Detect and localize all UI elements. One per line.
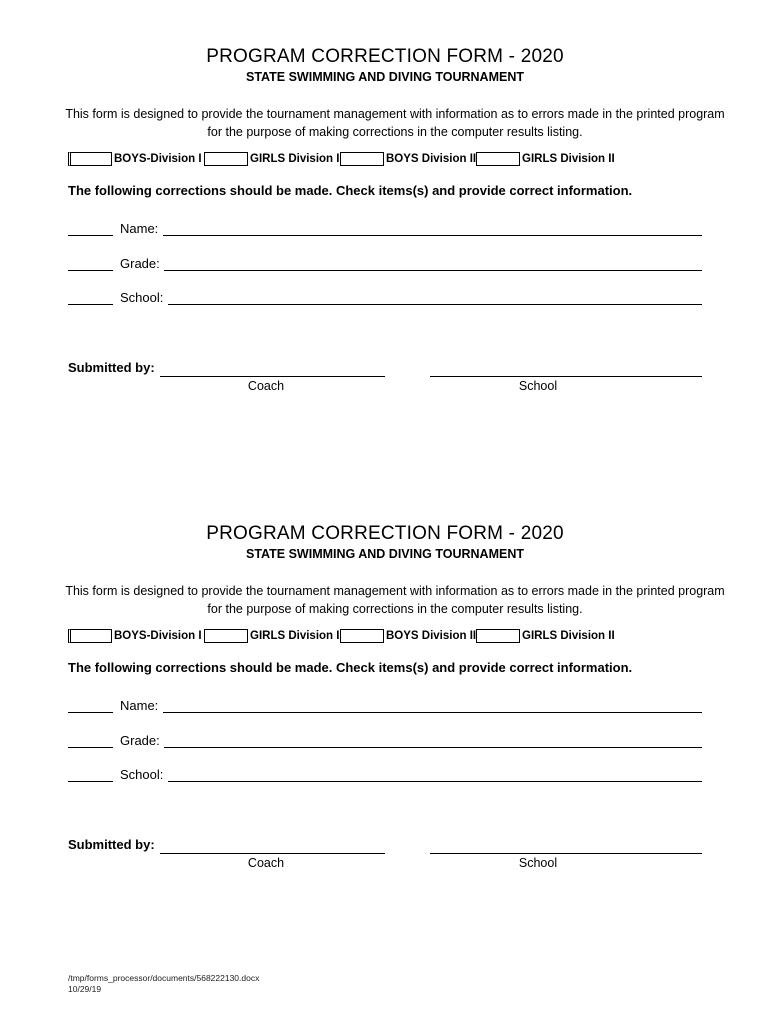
school-signature-line[interactable] bbox=[430, 853, 702, 854]
check-blank[interactable] bbox=[68, 235, 113, 236]
check-blank[interactable] bbox=[68, 712, 113, 713]
check-blank[interactable] bbox=[68, 304, 113, 305]
field-label: School: bbox=[120, 767, 164, 782]
description-line-2: for the purpose of making corrections in the computer results listing. bbox=[207, 125, 583, 139]
coach-signature-line[interactable] bbox=[160, 853, 385, 854]
checkbox[interactable] bbox=[68, 629, 112, 643]
form-title: PROGRAM CORRECTION FORM - 2020 bbox=[206, 46, 564, 67]
division-label: BOYS Division II bbox=[386, 630, 477, 642]
field-row-name bbox=[68, 697, 702, 715]
division-label: GIRLS Division I bbox=[250, 630, 340, 642]
name-input-line[interactable] bbox=[163, 235, 702, 236]
footer-file-path: /tmp/forms_processor/documents/568222130.docx bbox=[68, 973, 260, 983]
coach-caption: Coach bbox=[247, 856, 285, 870]
field-row-grade bbox=[68, 255, 702, 273]
form-description bbox=[60, 582, 730, 618]
school-caption: School bbox=[518, 379, 558, 393]
correction-form-1 bbox=[0, 40, 770, 440]
division-label: GIRLS Division II bbox=[522, 630, 615, 642]
field-label: Name: bbox=[120, 698, 159, 713]
description-line-2: for the purpose of making corrections in the computer results listing. bbox=[207, 602, 583, 616]
division-option-boys-div2[interactable] bbox=[340, 629, 476, 643]
field-label: Grade: bbox=[120, 733, 160, 748]
division-label: BOYS-Division I bbox=[114, 630, 202, 642]
division-label: GIRLS Division I bbox=[250, 153, 340, 165]
name-input-line[interactable] bbox=[163, 712, 702, 713]
instruction-text: The following corrections should be made. Check items(s) and provide correct information. bbox=[68, 183, 633, 198]
school-caption: School bbox=[518, 856, 558, 870]
division-option-girls-div1[interactable] bbox=[204, 152, 339, 166]
form-title: PROGRAM CORRECTION FORM - 2020 bbox=[206, 523, 564, 544]
check-blank[interactable] bbox=[68, 270, 113, 271]
form-subtitle: STATE SWIMMING AND DIVING TOURNAMENT bbox=[246, 70, 524, 84]
form-description bbox=[60, 105, 730, 141]
correction-form-2 bbox=[0, 517, 770, 917]
instruction-text: The following corrections should be made. Check items(s) and provide correct information. bbox=[68, 660, 633, 675]
form-subtitle: STATE SWIMMING AND DIVING TOURNAMENT bbox=[246, 547, 524, 561]
description-line-1: This form is designed to provide the tournament management with information as to errors made in the printed program bbox=[65, 107, 725, 121]
check-blank[interactable] bbox=[68, 747, 113, 748]
checkbox[interactable] bbox=[204, 152, 248, 166]
submitted-by-label: Submitted by: bbox=[68, 360, 155, 375]
school-signature-line[interactable] bbox=[430, 376, 702, 377]
checkbox[interactable] bbox=[476, 152, 520, 166]
school-input-line[interactable] bbox=[168, 304, 702, 305]
checkbox[interactable] bbox=[476, 629, 520, 643]
field-row-grade bbox=[68, 732, 702, 750]
division-label: BOYS-Division I bbox=[114, 153, 202, 165]
division-option-girls-div1[interactable] bbox=[204, 629, 339, 643]
submitted-by-label: Submitted by: bbox=[68, 837, 155, 852]
field-label: Name: bbox=[120, 221, 159, 236]
footer-date: 10/29/19 bbox=[68, 984, 102, 994]
division-checkboxes bbox=[68, 152, 708, 170]
division-label: BOYS Division II bbox=[386, 153, 477, 165]
field-label: School: bbox=[120, 290, 164, 305]
division-option-boys-div1[interactable] bbox=[68, 152, 202, 166]
checkbox[interactable] bbox=[204, 629, 248, 643]
division-label: GIRLS Division II bbox=[522, 153, 615, 165]
grade-input-line[interactable] bbox=[164, 747, 702, 748]
division-option-boys-div2[interactable] bbox=[340, 152, 476, 166]
coach-caption: Coach bbox=[247, 379, 285, 393]
grade-input-line[interactable] bbox=[164, 270, 702, 271]
school-input-line[interactable] bbox=[168, 781, 702, 782]
description-line-1: This form is designed to provide the tournament management with information as to errors made in the printed program bbox=[65, 584, 725, 598]
check-blank[interactable] bbox=[68, 781, 113, 782]
checkbox[interactable] bbox=[340, 152, 384, 166]
field-row-school bbox=[68, 289, 702, 307]
division-option-boys-div1[interactable] bbox=[68, 629, 202, 643]
division-option-girls-div2[interactable] bbox=[476, 629, 615, 643]
coach-signature-line[interactable] bbox=[160, 376, 385, 377]
checkbox[interactable] bbox=[68, 152, 112, 166]
document-footer bbox=[68, 973, 259, 995]
checkbox[interactable] bbox=[340, 629, 384, 643]
division-checkboxes bbox=[68, 629, 708, 647]
field-label: Grade: bbox=[120, 256, 160, 271]
field-row-school bbox=[68, 766, 702, 784]
field-row-name bbox=[68, 220, 702, 238]
division-option-girls-div2[interactable] bbox=[476, 152, 615, 166]
